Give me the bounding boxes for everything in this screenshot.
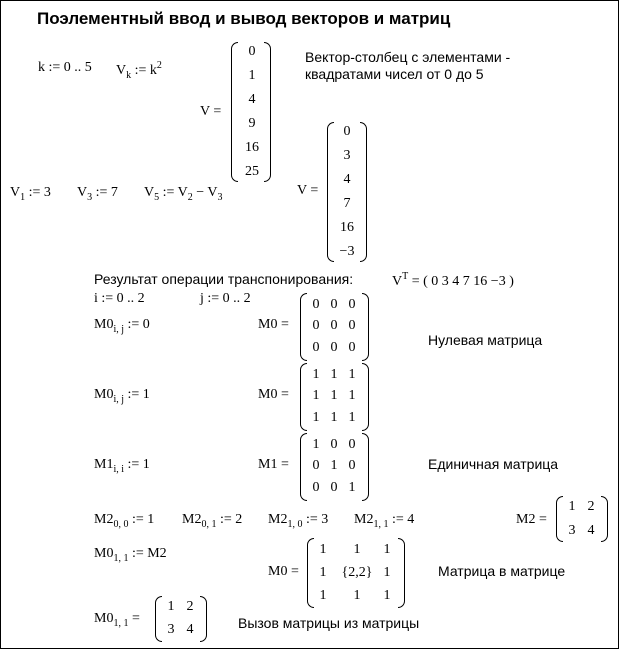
m0-nested-cell: 1: [319, 588, 327, 603]
m2-assign-10: $M2_{1, 0}$ := 3: [268, 512, 329, 530]
m0-ones-cell: 1: [348, 410, 356, 425]
m0-nested-left-paren: [307, 538, 314, 608]
m2-assign-11: $M2_{1, 1}$ := 4: [354, 512, 415, 530]
v1-value: 4: [248, 92, 256, 107]
note-vector-line1: Вектор-столбец с элементами -: [305, 49, 511, 65]
m1-assign: $M1_{i, i}$ := 1: [94, 457, 150, 475]
m1-cell: 0: [312, 480, 320, 495]
m0-call-right-paren: [200, 596, 207, 642]
note-matrix-call: Вызов матрицы из матрицы: [238, 615, 420, 631]
m0-ones-cell: 1: [348, 388, 356, 403]
v2-value: 0: [343, 124, 351, 139]
m0-call-cell: 1: [167, 599, 175, 614]
m2-assign-01: $M2_{0, 1}$ := 2: [182, 512, 243, 530]
m1-cell: 0: [330, 437, 338, 452]
v1-value: 0: [248, 44, 256, 59]
m0-call-cell: 2: [186, 599, 194, 614]
v2-value: −3: [339, 244, 355, 259]
m1-cell: 0: [330, 480, 338, 495]
range-k: k := 0 .. 5: [38, 60, 92, 75]
m1-cell: 1: [312, 437, 320, 452]
assign-v5: $V_5$ := $V_2 - V_3$: [144, 185, 223, 203]
m0-nested-cell: 1: [353, 542, 361, 557]
m1-cell: 0: [348, 437, 356, 452]
m2-right-paren: [601, 496, 608, 542]
m2-cell: 1: [568, 499, 576, 514]
m0-zero-right-paren: [362, 293, 369, 361]
m1-right-paren: [362, 433, 369, 501]
note-identity-matrix: Единичная матрица: [428, 456, 559, 472]
m0-nested-label: M0 =: [268, 564, 299, 579]
m0-call-lhs: $M0_{1, 1}$ =: [94, 611, 140, 629]
m0-ones-cell: 1: [312, 410, 320, 425]
m1-cell: 0: [348, 458, 356, 473]
m0-nested-cell: 1: [383, 542, 391, 557]
m0-zero-left-paren: [300, 293, 307, 361]
m0-call-cell: 3: [167, 622, 175, 637]
m2-cell: 4: [587, 523, 595, 538]
v2-right-paren: [360, 122, 367, 262]
m1-cell: 0: [312, 458, 320, 473]
v2-label: V =: [297, 183, 319, 198]
vk-assignment: $V_k$ := $k^2$: [116, 60, 162, 81]
v2-value: 3: [343, 148, 351, 163]
m0-nested-cell: 1: [383, 588, 391, 603]
m2-cell: 2: [587, 499, 595, 514]
range-i: i := 0 .. 2: [94, 291, 145, 306]
m2-label: M2 =: [516, 512, 547, 527]
assign-v1: $V_1$ := 3: [10, 185, 51, 203]
m0-zero-cell: 0: [348, 340, 356, 355]
m0-zero-cell: 0: [312, 318, 320, 333]
m0-nested-right-paren: [398, 538, 405, 608]
m0-zero-label: M0 =: [258, 317, 289, 332]
m0-zero-cell: 0: [312, 340, 320, 355]
m1-label: M1 =: [258, 457, 289, 472]
m0-zero-cell: 0: [348, 318, 356, 333]
m0-ones-cell: 1: [330, 410, 338, 425]
m1-cell: 1: [348, 480, 356, 495]
m0-zero-cell: 0: [330, 297, 338, 312]
m1-cell: 1: [330, 458, 338, 473]
v2-value: 4: [343, 172, 351, 187]
m2-left-paren: [556, 496, 563, 542]
m0-call-cell: 4: [186, 622, 194, 637]
m0-ones-cell: 1: [348, 367, 356, 382]
m0-nested-cell: 1: [383, 565, 391, 580]
v1-value: 25: [245, 164, 259, 179]
m0-ones-right-paren: [362, 363, 369, 431]
v2-value: 16: [340, 220, 354, 235]
m0-zero-assign: $M0_{i, j}$ := 0: [94, 317, 150, 335]
m1-left-paren: [300, 433, 307, 501]
v1-right-paren: [264, 42, 271, 182]
note-zero-matrix: Нулевая матрица: [428, 332, 543, 348]
v1-left-paren: [231, 42, 238, 182]
transpose-result: $V^T$ = ( 0 3 4 7 16 −3 ): [392, 271, 514, 289]
note-matrix-in-matrix: Матрица в матрице: [438, 563, 566, 579]
m0-zero-cell: 0: [330, 340, 338, 355]
assign-v3: $V_3$ := 7: [77, 185, 118, 203]
m0-ones-cell: 1: [312, 388, 320, 403]
m0-zero-cell: 0: [312, 297, 320, 312]
v1-value: 16: [245, 140, 259, 155]
m2-assign-00: $M2_{0, 0}$ := 1: [94, 512, 155, 530]
m0-zero-cell: 0: [330, 318, 338, 333]
v2-value: 7: [343, 196, 351, 211]
range-j: j := 0 .. 2: [200, 291, 251, 306]
page-title: Поэлементный ввод и вывод векторов и матриц: [37, 9, 451, 28]
note-vector-line2: квадратами чисел от 0 до 5: [305, 66, 484, 82]
m0-nested-cell: 1: [353, 588, 361, 603]
m0-nested-cell: {2,2}: [341, 565, 373, 580]
m0-nested-cell: 1: [319, 542, 327, 557]
m0-ones-cell: 1: [330, 388, 338, 403]
m0-ones-cell: 1: [330, 367, 338, 382]
m0-call-left-paren: [155, 596, 162, 642]
v1-label: V =: [200, 104, 222, 119]
m2-cell: 3: [568, 523, 576, 538]
m0-ones-label: M0 =: [258, 387, 289, 402]
m0-ones-assign: $M0_{i, j}$ := 1: [94, 387, 150, 405]
v2-left-paren: [327, 122, 334, 262]
transpose-label: Результат операции транспонирования:: [94, 271, 354, 287]
v1-value: 9: [248, 116, 256, 131]
m0-nested-cell: 1: [319, 565, 327, 580]
m0-ones-cell: 1: [312, 367, 320, 382]
m0-ones-left-paren: [300, 363, 307, 431]
m0-nested-assign: $M0_{1, 1}$ := M2: [94, 546, 167, 564]
v1-value: 1: [248, 68, 256, 83]
m0-zero-cell: 0: [348, 297, 356, 312]
